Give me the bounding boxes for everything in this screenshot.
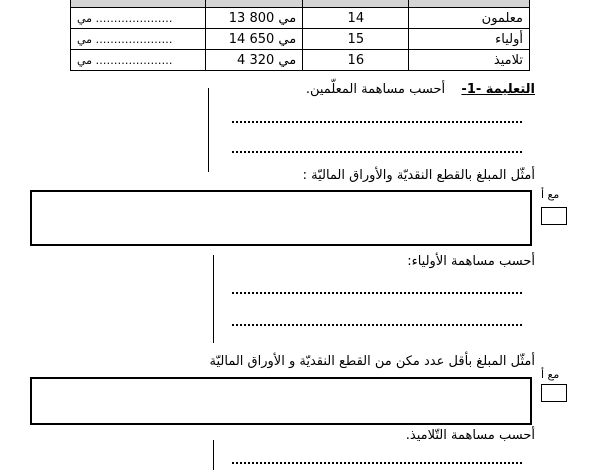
work-area-divider [213,440,214,470]
amount-text: 4 320 [237,52,275,68]
answer-line[interactable] [232,291,522,294]
unit-text: مي [278,10,297,26]
representation-box-2[interactable] [30,377,532,425]
work-area-divider [208,88,209,172]
header-cell [409,0,530,8]
answer-line[interactable] [232,323,522,326]
answer-line[interactable] [232,461,522,464]
table-header-row [71,0,530,8]
table-row [71,50,530,71]
instruction-title: التعليمة -1- [461,82,535,97]
instruction-1 [306,82,535,97]
unit-text: مي [278,31,297,47]
students-instruction: أحسب مساهمة التّلاميذ. [405,428,535,443]
answer-line[interactable] [232,120,522,123]
score-box-2[interactable] [541,384,567,402]
amount-text: 14 650 [228,31,275,47]
count-cell: 16 [303,50,409,71]
header-cell [206,0,303,8]
amount-cell [206,29,303,50]
amount-text: 13 800 [228,10,275,26]
representation-box-1[interactable] [30,190,532,246]
header-cell [71,0,206,8]
group-cell: معلمون [409,8,530,29]
table-row [71,29,530,50]
amount-cell [206,8,303,29]
work-area-divider [213,255,214,343]
header-cell [303,0,409,8]
table-row [71,8,530,29]
unit-text: مي [278,52,297,68]
result-cell[interactable]: ………………… مي [71,8,206,29]
group-cell: تلاميذ [409,50,530,71]
represent-instruction-2: أمثّل المبلغ بأقل عدد مكن من القطع النقديّة و الأوراق الماليّة [209,354,535,369]
represent-instruction-1: أمثّل المبلغ بالقطع النقديّة والأوراق الماليّة : [302,168,535,183]
count-cell: 14 [303,8,409,29]
side-label-2: مع أ [541,368,560,381]
parents-instruction: أحسب مساهمة الأولياء: [407,254,535,269]
score-box-1[interactable] [541,207,567,225]
instruction-text: أحسب مساهمة المعلّمين. [305,82,446,97]
group-cell: أولياء [409,29,530,50]
answer-line[interactable] [232,150,522,153]
count-cell: 15 [303,29,409,50]
contributions-table [70,0,530,71]
amount-cell [206,50,303,71]
side-label-1: مع أ [541,188,560,201]
result-cell[interactable]: ………………… مي [71,50,206,71]
result-cell[interactable]: ………………… مي [71,29,206,50]
